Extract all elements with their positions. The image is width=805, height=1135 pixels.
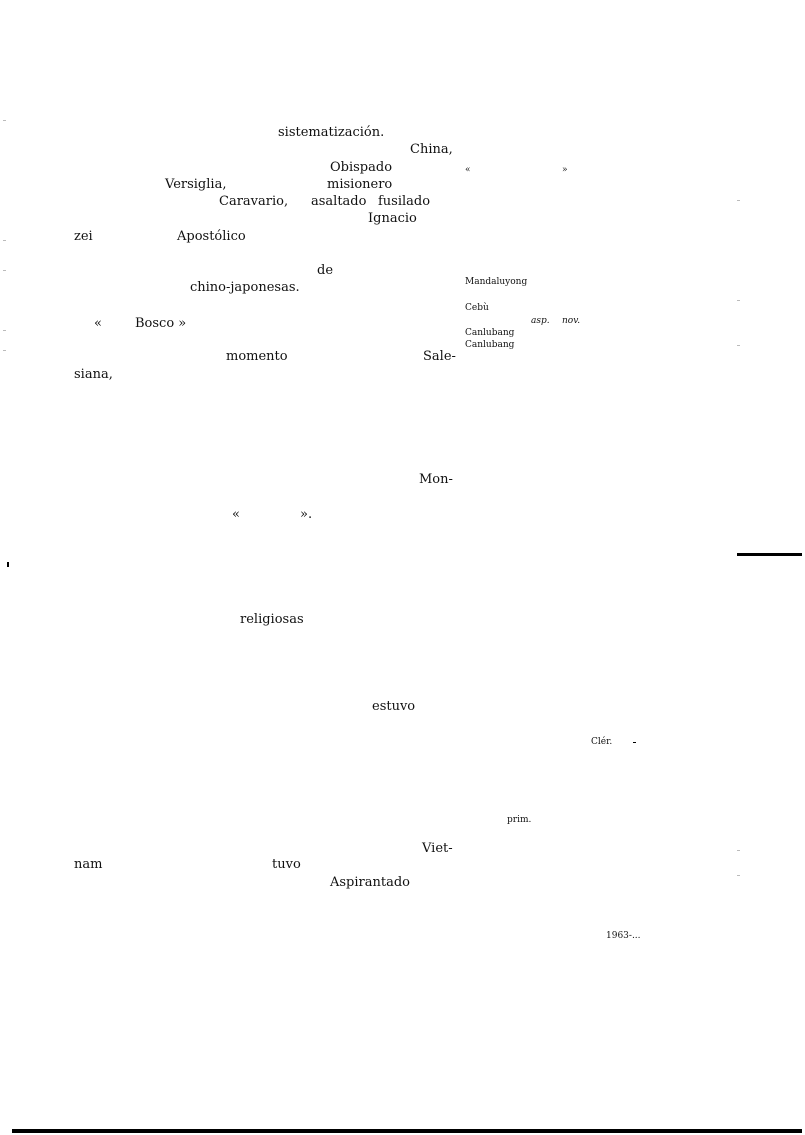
margin-speck: [3, 270, 6, 271]
main-word: tuvo: [272, 857, 301, 872]
margin-speck: [737, 200, 740, 201]
margin-mark: [633, 742, 636, 743]
margin-speck: [737, 875, 740, 876]
side-quote-open: «: [465, 165, 471, 175]
main-word: misionero: [327, 177, 393, 192]
main-word: Versiglia,: [165, 177, 227, 192]
side-word: Canlubang: [465, 328, 515, 338]
margin-mark: [7, 562, 9, 567]
side-word: 1963-...: [606, 931, 641, 941]
margin-speck: [3, 350, 6, 351]
main-word: nam: [74, 857, 103, 872]
main-word: fusilado: [378, 194, 431, 209]
main-word: siana,: [74, 367, 113, 382]
side-quote-close: »: [562, 165, 568, 175]
side-word: Cebù: [465, 303, 489, 313]
main-word: Bosco »: [135, 316, 187, 331]
main-word: Sale-: [423, 349, 456, 364]
main-word: momento: [226, 349, 288, 364]
margin-speck: [737, 300, 740, 301]
side-word: Canlubang: [465, 340, 515, 350]
main-word: Obispado: [330, 160, 393, 175]
main-word: Mon-: [419, 472, 453, 487]
side-word: prim.: [507, 815, 532, 825]
main-word: zei: [74, 229, 93, 244]
main-word: sistematización.: [278, 125, 385, 140]
main-word: Aspirantado: [330, 875, 410, 890]
main-word: Ignacio: [368, 211, 417, 226]
margin-rule: [737, 553, 802, 556]
side-word: Mandaluyong: [465, 277, 528, 287]
main-word: «: [94, 316, 102, 331]
margin-speck: [3, 120, 6, 121]
main-word: Apostólico: [177, 229, 246, 244]
margin-speck: [737, 850, 740, 851]
margin-speck: [3, 240, 6, 241]
side-word: nov.: [562, 316, 581, 326]
main-word: ».: [300, 507, 313, 522]
main-word: asaltado: [311, 194, 367, 209]
main-word: estuvo: [372, 699, 416, 714]
main-word: «: [232, 507, 240, 522]
main-word: Caravario,: [219, 194, 289, 209]
side-word: asp.: [531, 316, 550, 326]
main-word: chino-japonesas.: [190, 280, 300, 295]
bottom-rule: [12, 1129, 802, 1133]
margin-speck: [3, 330, 6, 331]
margin-speck: [737, 345, 740, 346]
main-word: Viet-: [422, 841, 453, 856]
main-word: China,: [410, 142, 453, 157]
main-word: religiosas: [240, 612, 304, 627]
side-word: Clér.: [591, 737, 613, 747]
main-word: de: [317, 263, 334, 278]
